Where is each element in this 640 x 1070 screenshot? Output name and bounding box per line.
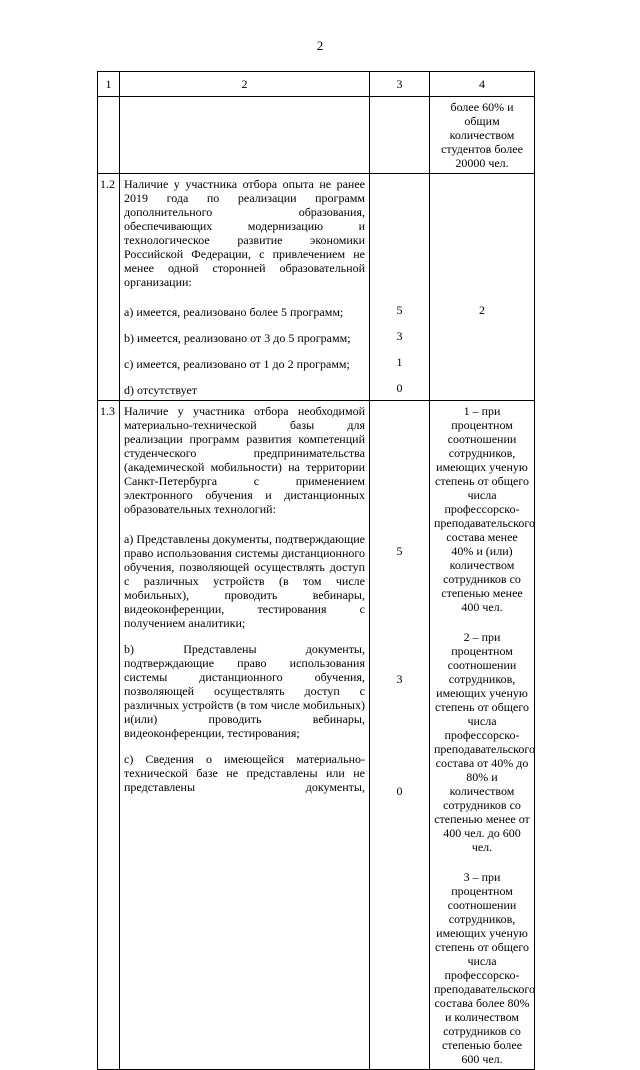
- description-cell: [120, 401, 370, 1070]
- score-cell: [370, 174, 430, 401]
- page-number: 2: [316, 38, 324, 53]
- criteria-cell: [430, 174, 535, 401]
- criteria-value: 2: [479, 303, 485, 317]
- option-item: c) имеется, реализовано от 1 до 2 программ;: [124, 357, 350, 371]
- option-item: a) имеется, реализовано более 5 программ;: [124, 305, 344, 319]
- score-cell: [370, 401, 430, 1070]
- score-value: 3: [396, 672, 403, 686]
- score-value: 0: [396, 381, 403, 395]
- criteria-item: 2 – при процентном соотношении сотрудников, имеющих ученую степень от общего числа профессорско-преподавательского состава от 40% до 80% и количеством сотрудников со степенью менее от 400 чел. до 600 чел.: [434, 630, 535, 854]
- header-cell: 3: [370, 72, 430, 97]
- table-row-1-2: [98, 174, 535, 401]
- header-cell: 4: [430, 72, 535, 97]
- criteria-cell: [430, 401, 535, 1070]
- option-item: a) Представлены документы, подтверждающие право использования системы дистанционного обучения, позволяющей осуществлять доступ с различных устройств (в том числе мобильных), проводить вебинары, видеоконференции, тестирования с получением аналитики;: [124, 532, 365, 630]
- table-row-1-3: [98, 401, 535, 1070]
- score-value: 0: [396, 784, 403, 798]
- option-item: c) Сведения о имеющейся материально-технической базе не представлены или не представлены документы,: [124, 752, 365, 794]
- option-item: b) имеется, реализовано от 3 до 5 программ;: [124, 331, 351, 345]
- description-cell: [120, 174, 370, 401]
- option-item: d) отсутствует: [124, 383, 198, 397]
- score-value: 5: [396, 303, 403, 317]
- criteria-item: 3 – при процентном соотношении сотрудников, имеющих ученую степень от общего числа профессорско-преподавательского состава более 80% и количеством сотрудников со степенью более 600 чел.: [434, 870, 535, 1066]
- header-cell: 1: [98, 72, 120, 97]
- score-value: 1: [396, 355, 403, 369]
- row-number: 1.2: [98, 174, 120, 401]
- table-header-row: [98, 72, 535, 97]
- row-description: Наличие у участника отбора необходимой материально-технической базы для реализации программ развития компетенций студенческого предпринимательства (академической мобильности) на территории Санкт-Петербурга с применением электронного обучения и дистанционных образовательных технологий:: [124, 404, 365, 516]
- criteria-item: 1 – при процентном соотношении сотрудников, имеющих ученую степень от общего числа профессорско-преподавательского состава менее 40% и (или) количеством сотрудников со степенью менее 400 чел.: [434, 404, 535, 614]
- table-row: [98, 97, 535, 174]
- row-description: Наличие у участника отбора опыта не ранее 2019 года по реализации программ дополнительного образования, обеспечивающих модернизацию и технологическое развитие экономики Российской Федерации, с привлечением не менее одной сторонней образовательной организации:: [124, 177, 365, 289]
- score-value: 5: [396, 544, 403, 558]
- row-number: 1.3: [98, 401, 120, 1070]
- criteria-table: [97, 71, 535, 1070]
- header-cell: 2: [120, 72, 370, 97]
- score-value: 3: [396, 329, 403, 343]
- option-item: b) Представлены документы, подтверждающие право использования системы дистанционного обучения, позволяющей осуществлять доступ с различных устройств (в том числе мобильных) и(или) проводить вебинары, видеоконференции, тестирования;: [124, 642, 365, 740]
- criteria-cell: более 60% и общим количеством студентов более 20000 чел.: [430, 97, 535, 174]
